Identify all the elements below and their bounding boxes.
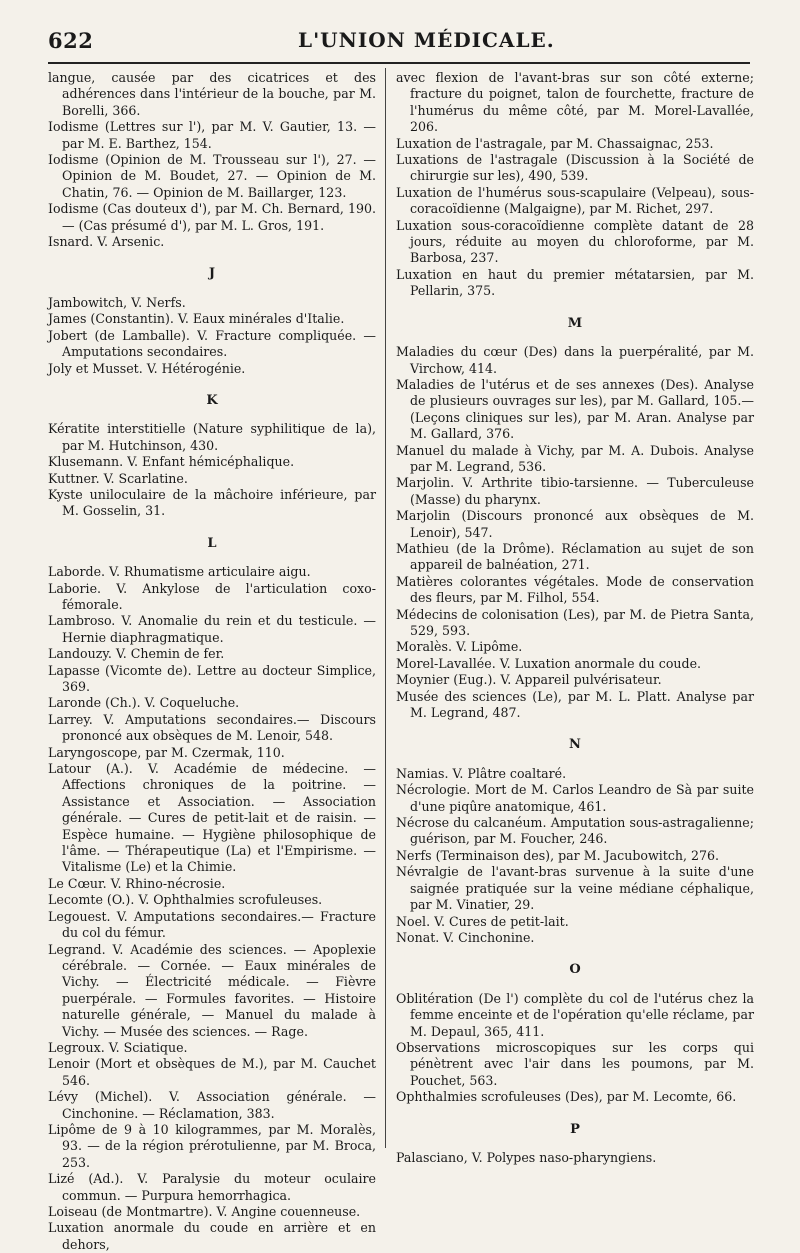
left-column	[48, 70, 376, 1253]
index-entry: avec flexion de l'avant-bras sur son côté externe; fracture du poignet, talon de fourchette, fracture de l'humérus du même côté, par M. Morel-Lavallée, 206.	[396, 70, 754, 135]
index-entry: Luxations de l'astragale (Discussion à la Société de chirurgie sur les), 490, 539.	[396, 152, 754, 184]
index-entry: Moralès. V. Lipôme.	[396, 639, 523, 655]
index-entry: Marjolin. V. Arthrite tibio-tarsienne. — Tuberculeuse (Masse) du pharynx.	[396, 475, 754, 507]
index-entry: Marjolin (Discours prononcé aux obsèques de M. Lenoir), 547.	[396, 508, 754, 540]
section-letter: J	[208, 266, 216, 282]
index-entry: Iodisme (Opinion de M. Trousseau sur l'), 27. — Opinion de M. Boudet, 27. — Opinion de M. Chatin, 76. — Opinion de M. Baillarger, 123.	[48, 152, 376, 200]
section-letter: L	[207, 535, 217, 551]
page-number: 622	[48, 28, 94, 53]
index-entry: Laborie. V. Ankylose de l'articulation coxo-fémorale.	[48, 580, 376, 612]
section-letter: K	[206, 392, 218, 408]
index-entry: Matières colorantes végétales. Mode de conservation des fleurs, par M. Filhol, 554.	[396, 573, 754, 606]
index-entry: Namias. V. Plâtre coaltaré.	[396, 765, 567, 781]
index-entry: Jobert (de Lamballe). V. Fracture compliquée. — Amputations secondaires.	[48, 327, 376, 360]
index-entry: Luxation de l'humérus sous-scapulaire (Velpeau), sous-coracoïdienne (Malgaigne), par M. Richet, 297.	[396, 184, 754, 217]
index-entry: Mathieu (de la Drôme). Réclamation au sujet de son appareil de balnéation, 271.	[396, 540, 754, 573]
right-column	[396, 70, 754, 1166]
index-entry: Laborde. V. Rhumatisme articulaire aigu.	[48, 564, 311, 580]
index-entry: Lenoir (Mort et obsèques de M.), par M. Cauchet 546.	[48, 1056, 376, 1088]
index-entry: Latour (A.). V. Académie de médecine. — Affections chroniques de la poitrine. — Assistance et Association. — Association générale. — Cures de petit-lait et de raisin. — Espèce humaine. — Hygiène philosophique de l'âme. — Thérapeutique (La) et l'Empirisme. — Vitalisme (Le) et la Chimie.	[48, 761, 376, 875]
index-entry: Nonat. V. Cinchonine.	[396, 929, 535, 945]
index-entry: Laryngoscope, par M. Czermak, 110.	[48, 744, 285, 760]
index-entry: Nécrose du calcanéum. Amputation sous-astragalienne; guérison, par M. Foucher, 246.	[396, 815, 754, 847]
index-entry: Le Cœur. V. Rhino-nécrosie.	[48, 875, 226, 891]
index-entry: Kyste uniloculaire de la mâchoire inférieure, par M. Gosselin, 31.	[48, 486, 376, 519]
index-entry: Médecins de colonisation (Les), par M. de Pietra Santa, 529, 593.	[396, 606, 754, 638]
index-entry: Maladies de l'utérus et de ses annexes (Des). Analyse de plusieurs ouvrages sur les), par M. Gallard, 105.—(Leçons cliniques sur les), par M. Aran. Analyse par M. Gallard, 376.	[396, 376, 754, 442]
section-letter: P	[570, 1121, 580, 1137]
index-entry: Kératite interstitielle (Nature syphilitique de la), par M. Hutchinson, 430.	[48, 421, 376, 453]
index-entry: Lévy (Michel). V. Association générale. — Cinchonine. — Réclamation, 383.	[48, 1089, 376, 1121]
index-entry: Musée des sciences (Le), par M. L. Platt. Analyse par M. Legrand, 487.	[396, 688, 754, 721]
index-entry: Kuttner. V. Scarlatine.	[48, 470, 188, 486]
section-letter: O	[569, 962, 581, 978]
index-entry: Manuel du malade à Vichy, par M. A. Dubois. Analyse par M. Legrand, 536.	[396, 442, 754, 474]
index-entry: Observations microscopiques sur les corps qui pénètrent avec l'air dans les poumons, par M. Pouchet, 563.	[396, 1039, 754, 1088]
index-entry: Laronde (Ch.). V. Coqueluche.	[48, 695, 240, 711]
index-entry: Jambowitch, V. Nerfs.	[48, 294, 186, 310]
index-entry: Moynier (Eug.). V. Appareil pulvérisateur.	[396, 672, 662, 688]
index-entry: Luxation de l'astragale, par M. Chassaignac, 253.	[396, 135, 714, 151]
index-entry: Maladies du cœur (Des) dans la puerpéralité, par M. Virchow, 414.	[396, 344, 754, 376]
index-entry: Névralgie de l'avant-bras survenue à la suite d'une saignée pratiquée sur la veine médiane céphalique, par M. Vinatier, 29.	[396, 864, 754, 913]
index-entry: Ophthalmies scrofuleuses (Des), par M. Lecomte, 66.	[396, 1089, 737, 1105]
column-divider	[385, 68, 386, 1148]
index-entry: James (Constantin). V. Eaux minérales d'Italie.	[48, 311, 345, 327]
index-entry: Luxation en haut du premier métatarsien, par M. Pellarin, 375.	[396, 266, 754, 299]
index-entry: Lambroso. V. Anomalie du rein et du testicule. — Hernie diaphragmatique.	[48, 613, 376, 645]
index-entry: Iodisme (Lettres sur l'), par M. V. Gautier, 13. — par M. E. Barthez, 154.	[48, 119, 376, 151]
index-entry: Isnard. V. Arsenic.	[48, 234, 165, 250]
index-entry: Nécrologie. Mort de M. Carlos Leandro de Sà par suite d'une piqûre anatomique, 461.	[396, 782, 754, 814]
page-header	[48, 28, 750, 58]
index-entry: Lecomte (O.). V. Ophthalmies scrofuleuses.	[48, 892, 323, 908]
index-entry: Palasciano, V. Polypes naso-pharyngiens.	[396, 1149, 657, 1165]
index-entry: Luxation sous-coracoïdienne complète datant de 28 jours, réduite au moyen du chloroforme, par M. Barbosa, 237.	[396, 217, 754, 266]
index-entry: Legouest. V. Amputations secondaires.— Fracture du col du fémur.	[48, 908, 376, 941]
index-entry: Loiseau (de Montmartre). V. Angine couenneuse.	[48, 1204, 361, 1219]
index-entry: Landouzy. V. Chemin de fer.	[48, 646, 225, 662]
index-entry: Lipôme de 9 à 10 kilogrammes, par M. Moralès, 93. — de la région prérotulienne, par M. Broca, 253.	[48, 1121, 376, 1170]
index-entry: Nerfs (Terminaison des), par M. Jacubowitch, 276.	[396, 847, 720, 863]
header-rule	[48, 62, 750, 64]
index-entry: langue, causée par des cicatrices et des adhérences dans l'intérieur de la bouche, par M. Borelli, 366.	[48, 70, 376, 118]
index-entry: Klusemann. V. Enfant hémicéphalique.	[48, 454, 295, 470]
index-entry: Legroux. V. Sciatique.	[48, 1039, 188, 1055]
index-entry: Lizé (Ad.). V. Paralysie du moteur oculaire commun. — Purpura hemorrhagica.	[48, 1171, 376, 1203]
index-entry: Lapasse (Vicomte de). Lettre au docteur Simplice, 369.	[48, 662, 376, 694]
index-entry: Oblitération (De l') complète du col de l'utérus chez la femme enceinte et de l'opération qu'elle réclame, par M. Depaul, 365, 411.	[396, 990, 754, 1039]
section-letter: N	[569, 737, 581, 753]
index-entry: Larrey. V. Amputations secondaires.— Discours prononcé aux obsèques de M. Lenoir, 548.	[48, 711, 376, 744]
running-title: L'UNION MÉDICALE.	[298, 28, 555, 52]
index-entry: Joly et Musset. V. Hétérogénie.	[48, 360, 246, 376]
index-entry: Legrand. V. Académie des sciences. — Apoplexie cérébrale. — Cornée. — Eaux minérales de Vichy. — Électricité médicale. — Fièvre puerpérale. — Formules favorites. — Histoire naturelle générale, — Manuel du malade à Vichy. — Musée des sciences. — Rage.	[48, 941, 376, 1039]
section-letter: M	[567, 315, 583, 331]
index-entry: Noel. V. Cures de petit-lait.	[396, 913, 569, 929]
index-entry: Morel-Lavallée. V. Luxation anormale du coude.	[396, 655, 702, 671]
index-entry: Luxation anormale du coude en arrière et en dehors,	[48, 1220, 376, 1252]
index-entry: Iodisme (Cas douteux d'), par M. Ch. Bernard, 190. — (Cas présumé d'), par M. L. Gros, 191.	[48, 201, 376, 233]
